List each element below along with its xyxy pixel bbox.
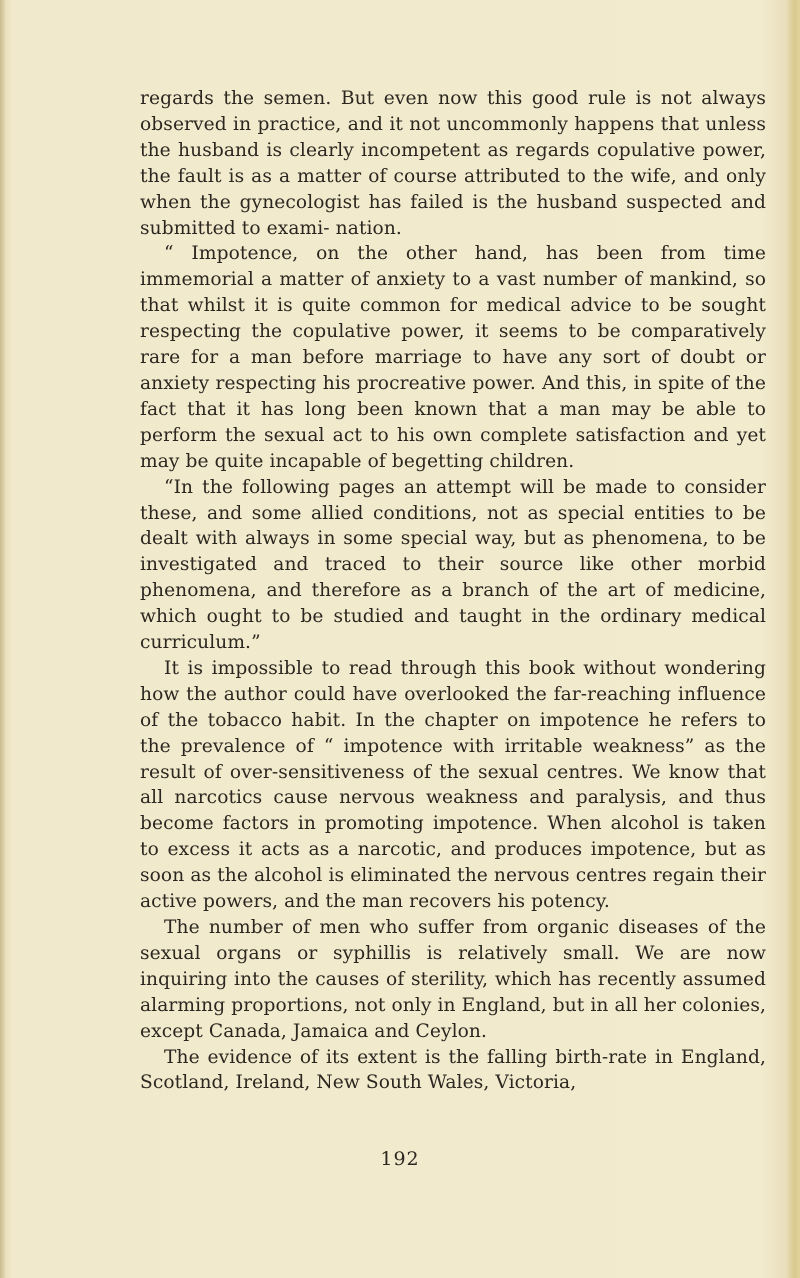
body-text <box>140 86 766 1096</box>
paragraph-5: The number of men who suffer from organic diseases of the sexual organs or syphillis is relatively small. We are now inquiring into the causes of sterility, which has recently assumed alarming proportions, not only in England, but in all her colonies, except Canada, Jamaica and Ceylon. <box>140 917 766 1042</box>
page-right-edge <box>786 0 800 1278</box>
paragraph-2: “ Impotence, on the other hand, has been from time immemorial a matter of anxiety to a vast number of mankind, so that whilst it is quite common for medical advice to be sought respecting the copulative power, it seems to be comparatively rare for a man before marriage to have any sort of doubt or anxiety respecting his procreative power. And this, in spite of the fact that it has long been known that a man may be able to perform the sexual act to his own complete satisfaction and yet may be quite incapable of begetting children. <box>140 243 766 472</box>
paragraph-6: The evidence of its extent is the falling birth-rate in England, Scotland, Ireland, New South Wales, Victoria, <box>140 1046 766 1094</box>
paragraph-3: “In the following pages an attempt will be made to consider these, and some allied conditions, not as special entities to be dealt with always in some special way, but as phenomena, to be investigated and traced to their source like other morbid phenomena, and therefore as a branch of the art of medicine, which ought to be studied and taught in the ordinary medical curriculum.” <box>140 476 766 654</box>
page-number: 192 <box>380 1148 420 1170</box>
paragraph-4: It is impossible to read through this book without wondering how the author could have overlooked the far-reaching influence of the tobacco habit. In the chapter on impotence he refers to the prevalence of “ impotence with irritable weakness” as the result of over-sensitiveness of the sexual centres. We know that all narcotics cause nervous weakness and paralysis, and thus become factors in promoting impotence. When alcohol is taken to excess it acts as a narcotic, and produces impotence, but as soon as the alcohol is eliminated the nervous centres regain their active powers, and the man recovers his potency. <box>140 657 766 913</box>
paragraph-1: regards the semen. But even now this good rule is not always observed in practice, and it not uncommonly happens that unless the husband is clearly incompetent as regards copulative power, the fault is as a matter of course attributed to the wife, and only when the gynecologist has failed is the husband suspected and submitted to exami- nation. <box>140 88 766 239</box>
page-left-edge <box>0 0 6 1278</box>
